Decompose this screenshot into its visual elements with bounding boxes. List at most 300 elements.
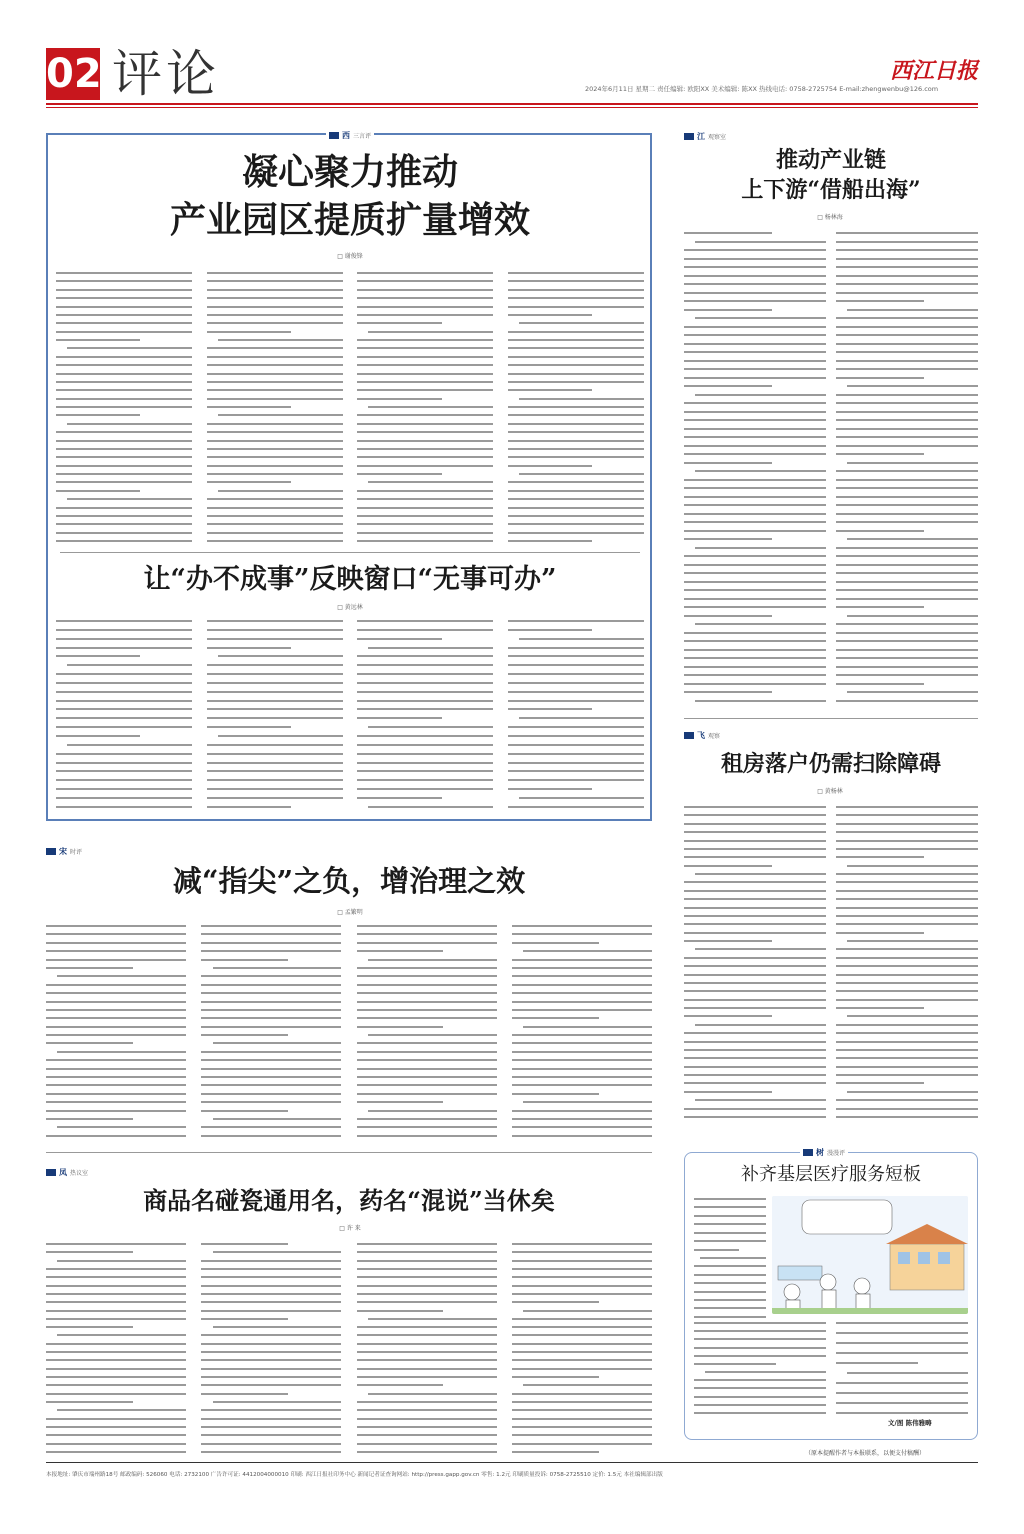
text-line <box>201 1059 341 1061</box>
text-line <box>836 266 978 268</box>
text-line <box>512 1351 652 1353</box>
text-line <box>694 1282 766 1284</box>
text-line <box>357 507 493 509</box>
tag-block-icon <box>46 848 56 855</box>
text-line <box>357 1068 497 1070</box>
text-line <box>836 990 978 992</box>
text-line <box>46 1017 186 1019</box>
text-line <box>836 479 978 481</box>
newspaper-logo: 西江日报 <box>890 58 979 84</box>
text-line <box>508 414 644 416</box>
text-line <box>357 1101 444 1103</box>
text-line <box>512 1393 652 1395</box>
text-line <box>508 620 644 622</box>
right1-byline: □ 杨林海 <box>817 214 843 221</box>
text-line <box>56 540 192 542</box>
text-line <box>836 848 978 850</box>
text-line <box>508 655 644 657</box>
text-line <box>207 389 343 391</box>
text-line <box>836 881 978 883</box>
text-line <box>368 331 493 333</box>
text-line <box>684 865 772 867</box>
text-line <box>207 700 343 702</box>
text-line <box>684 581 826 583</box>
text-line <box>684 632 826 634</box>
text-line <box>694 1396 826 1398</box>
text-line <box>67 347 192 349</box>
text-line <box>357 1260 497 1262</box>
text-line <box>694 1223 766 1225</box>
text-line <box>368 647 493 649</box>
text-line <box>694 1387 826 1389</box>
text-line <box>836 377 924 379</box>
text-line <box>357 423 493 425</box>
text-line <box>207 431 343 433</box>
text-line <box>56 753 192 755</box>
text-line <box>357 967 497 969</box>
text-line <box>523 950 652 952</box>
text-line <box>684 360 826 362</box>
text-line <box>357 532 493 534</box>
text-line <box>684 1057 826 1059</box>
text-line <box>56 647 192 649</box>
text-line <box>357 306 493 308</box>
text-line <box>694 1363 776 1365</box>
text-line <box>56 700 192 702</box>
text-line <box>46 1076 186 1078</box>
body-column <box>694 1322 826 1414</box>
text-line <box>508 314 592 316</box>
masthead-rule-thin <box>46 107 978 108</box>
text-line <box>684 538 772 540</box>
fingertip-column-tag <box>46 846 82 857</box>
text-line <box>836 283 978 285</box>
text-line <box>357 1285 497 1287</box>
text-line <box>519 398 644 400</box>
text-line <box>207 398 343 400</box>
text-line <box>368 806 493 808</box>
text-line <box>46 1401 133 1403</box>
text-line <box>847 538 978 540</box>
text-line <box>836 1392 968 1394</box>
text-line <box>46 1110 186 1112</box>
text-line <box>684 1108 826 1110</box>
text-line <box>684 453 826 455</box>
body-column <box>357 272 493 542</box>
text-line <box>836 1099 978 1101</box>
text-line <box>836 496 978 498</box>
text-line <box>512 1285 652 1287</box>
text-line <box>684 940 772 942</box>
text-line <box>207 788 343 790</box>
text-line <box>512 933 652 935</box>
page-number: 02 <box>46 48 100 100</box>
text-line <box>56 691 192 693</box>
text-line <box>847 309 978 311</box>
tag-label: 热议室 <box>70 1170 89 1177</box>
text-line <box>207 532 343 534</box>
body-column <box>207 620 343 808</box>
text-line <box>207 448 343 450</box>
body-column <box>357 1243 497 1453</box>
text-line <box>57 1260 186 1262</box>
text-line <box>684 249 826 251</box>
text-line <box>512 1343 652 1345</box>
text-line <box>46 1310 186 1312</box>
body-column <box>46 925 186 1137</box>
text-line <box>836 428 978 430</box>
text-line <box>357 992 497 994</box>
text-line <box>207 744 343 746</box>
right2-byline: □ 黄杨林 <box>817 788 843 795</box>
text-line <box>684 890 826 892</box>
text-line <box>357 540 493 542</box>
text-line <box>694 1240 766 1242</box>
text-line <box>201 959 288 961</box>
text-line <box>201 1376 341 1378</box>
text-line <box>56 414 140 416</box>
right2-column-tag <box>684 730 720 741</box>
text-line <box>56 762 192 764</box>
text-line <box>357 1268 497 1270</box>
text-line <box>508 423 644 425</box>
text-line <box>201 925 341 927</box>
text-line <box>508 306 644 308</box>
text-line <box>836 317 978 319</box>
text-line <box>508 481 644 483</box>
text-line <box>836 657 978 659</box>
text-line <box>56 655 140 657</box>
text-line <box>46 942 186 944</box>
text-line <box>357 744 493 746</box>
text-line <box>207 322 343 324</box>
text-line <box>207 423 343 425</box>
text-line <box>46 1418 186 1420</box>
text-line <box>46 959 186 961</box>
text-line <box>207 779 343 781</box>
text-line <box>836 470 978 472</box>
text-line <box>508 779 644 781</box>
text-line <box>357 1276 497 1278</box>
text-line <box>357 1401 497 1403</box>
text-line <box>847 462 978 464</box>
text-line <box>847 1091 978 1093</box>
text-line <box>695 623 826 625</box>
text-line <box>512 1009 652 1011</box>
text-line <box>357 753 493 755</box>
body-column <box>201 1243 341 1453</box>
text-line <box>836 1116 978 1118</box>
text-line <box>684 462 772 464</box>
text-line <box>357 691 493 693</box>
body-column <box>512 925 652 1137</box>
text-line <box>508 297 644 299</box>
text-line <box>512 1093 599 1095</box>
tag-char: 凤 <box>59 1167 67 1177</box>
window-article-byline: □ 黄远林 <box>337 604 363 611</box>
text-line <box>694 1355 826 1357</box>
text-line <box>207 806 291 808</box>
text-line <box>56 306 192 308</box>
text-line <box>46 1293 186 1295</box>
text-line <box>694 1299 766 1301</box>
text-line <box>836 806 978 808</box>
text-line <box>512 1376 599 1378</box>
text-line <box>836 1007 924 1009</box>
text-line <box>508 532 644 534</box>
text-line <box>512 1326 652 1328</box>
text-line <box>684 283 826 285</box>
text-line <box>46 1285 186 1287</box>
text-line <box>207 280 343 282</box>
text-line <box>207 481 291 483</box>
text-line <box>836 530 924 532</box>
right2-body <box>684 806 978 1118</box>
text-line <box>847 865 978 867</box>
text-line <box>684 496 826 498</box>
tag-label: 时评 <box>70 849 83 856</box>
text-line <box>684 513 826 515</box>
text-line <box>836 923 978 925</box>
text-line <box>207 708 343 710</box>
text-line <box>836 814 978 816</box>
text-line <box>836 1108 978 1110</box>
text-line <box>56 406 192 408</box>
body-column <box>46 1243 186 1453</box>
text-line <box>508 490 644 492</box>
text-line <box>46 1135 186 1137</box>
text-line <box>836 572 978 574</box>
text-line <box>508 735 644 737</box>
text-line <box>357 1426 497 1428</box>
text-line <box>357 700 493 702</box>
text-line <box>357 1368 497 1370</box>
masthead-meta: 2024年6月11日 星期二 责任编辑: 欧阳XX 美术编辑: 陈XX 热线电话: 0758-2725754 E-mail:zhengwenbu@126.com <box>585 85 939 93</box>
text-line <box>684 965 826 967</box>
text-line <box>684 428 826 430</box>
text-line <box>695 700 826 702</box>
text-line <box>508 540 592 542</box>
text-line <box>56 331 192 333</box>
text-line <box>684 326 826 328</box>
text-line <box>357 1084 497 1086</box>
text-line <box>684 831 826 833</box>
text-line <box>508 691 644 693</box>
text-line <box>684 657 826 659</box>
cartoon-text-left <box>694 1198 766 1318</box>
text-line <box>56 515 192 517</box>
text-line <box>512 1076 652 1078</box>
text-line <box>46 1351 186 1353</box>
text-line <box>523 1101 652 1103</box>
text-line <box>836 1412 968 1414</box>
body-column <box>836 232 978 702</box>
text-line <box>684 898 826 900</box>
text-line <box>56 797 192 799</box>
text-line <box>836 249 978 251</box>
text-line <box>836 907 978 909</box>
text-line <box>46 1268 186 1270</box>
text-line <box>684 606 826 608</box>
text-line <box>508 364 644 366</box>
text-line <box>512 1042 652 1044</box>
text-line <box>836 1332 968 1334</box>
text-line <box>46 933 186 935</box>
tag-char: 宋 <box>59 846 67 856</box>
text-line <box>836 487 978 489</box>
text-line <box>207 691 343 693</box>
text-line <box>46 1059 186 1061</box>
text-line <box>357 1001 497 1003</box>
text-line <box>357 314 493 316</box>
text-line <box>512 1110 652 1112</box>
text-line <box>357 620 493 622</box>
text-line <box>201 992 341 994</box>
text-line <box>836 394 978 396</box>
text-line <box>207 726 291 728</box>
text-line <box>213 1118 342 1120</box>
text-line <box>836 649 978 651</box>
text-line <box>207 406 291 408</box>
text-line <box>56 735 140 737</box>
text-line <box>357 638 441 640</box>
text-line <box>836 999 978 1001</box>
text-line <box>201 1409 341 1411</box>
text-line <box>57 1334 186 1336</box>
text-line <box>684 1007 826 1009</box>
text-line <box>207 347 343 349</box>
text-line <box>357 1135 497 1137</box>
text-line <box>836 326 978 328</box>
text-line <box>357 1026 444 1028</box>
text-line <box>512 1001 652 1003</box>
text-line <box>357 381 493 383</box>
text-line <box>508 629 592 631</box>
text-line <box>56 481 192 483</box>
text-line <box>684 683 826 685</box>
text-line <box>836 606 924 608</box>
text-line <box>207 297 343 299</box>
text-line <box>695 241 826 243</box>
text-line <box>357 975 497 977</box>
text-line <box>684 555 826 557</box>
text-line <box>684 419 826 421</box>
drugs-title: 商品名碰瓷通用名，药名“混说”当休矣 <box>143 1186 555 1215</box>
text-line <box>508 806 644 808</box>
text-line <box>368 959 497 961</box>
text-line <box>512 975 652 977</box>
text-line <box>56 297 192 299</box>
text-line <box>508 272 644 274</box>
text-line <box>67 664 192 666</box>
text-line <box>201 1351 341 1353</box>
text-line <box>46 1301 186 1303</box>
text-line <box>357 717 441 719</box>
text-line <box>512 1059 652 1061</box>
cartoon-note: （原本提醒作者与本报联系，以便支付稿酬） <box>805 1450 926 1457</box>
tag-label: 漫漫评 <box>827 1150 846 1157</box>
text-line <box>201 1359 341 1361</box>
text-line <box>357 473 441 475</box>
text-line <box>56 289 192 291</box>
text-line <box>694 1291 766 1293</box>
text-line <box>213 967 342 969</box>
masthead-rule <box>46 103 978 105</box>
text-line <box>201 1034 288 1036</box>
text-line <box>836 1057 978 1059</box>
text-line <box>357 1443 497 1445</box>
text-line <box>218 339 343 341</box>
text-line <box>357 465 493 467</box>
text-line <box>207 498 343 500</box>
text-line <box>836 453 924 455</box>
text-line <box>46 1001 186 1003</box>
text-line <box>56 806 192 808</box>
text-line <box>46 1326 133 1328</box>
text-line <box>836 948 978 950</box>
text-line <box>836 932 924 934</box>
text-line <box>836 581 978 583</box>
text-line <box>836 1024 978 1026</box>
text-line <box>508 440 644 442</box>
text-line <box>46 1384 186 1386</box>
text-line <box>207 540 343 542</box>
text-line <box>694 1412 826 1414</box>
text-line <box>512 967 652 969</box>
text-line <box>201 1051 341 1053</box>
text-line <box>46 1393 186 1395</box>
cartoon-illustration <box>772 1196 968 1314</box>
text-line <box>201 1434 341 1436</box>
text-line <box>201 1243 288 1245</box>
text-line <box>694 1274 766 1276</box>
text-line <box>357 735 493 737</box>
text-line <box>684 856 826 858</box>
text-line <box>836 241 978 243</box>
text-line <box>67 744 192 746</box>
text-line <box>684 848 826 850</box>
tag-block-icon <box>46 1169 56 1176</box>
text-line <box>836 334 978 336</box>
text-line <box>508 331 644 333</box>
text-line <box>357 788 493 790</box>
text-line <box>357 1351 497 1353</box>
tag-label: 观察 <box>708 733 721 740</box>
text-line <box>836 521 978 523</box>
text-line <box>357 1059 497 1061</box>
window-article-title: 让“办不成事”反映窗口“无事可办” <box>143 564 557 595</box>
text-line <box>357 523 493 525</box>
text-line <box>700 1257 766 1259</box>
text-line <box>201 1334 341 1336</box>
text-line <box>56 356 192 358</box>
text-line <box>684 1074 826 1076</box>
text-line <box>207 440 343 442</box>
text-line <box>684 1032 826 1034</box>
text-line <box>836 666 978 668</box>
text-line <box>836 275 978 277</box>
text-line <box>695 317 826 319</box>
text-line <box>695 1099 826 1101</box>
text-line <box>836 445 978 447</box>
text-line <box>46 1034 186 1036</box>
text-line <box>357 356 493 358</box>
lead-title-line2: 产业园区提质扩量增效 <box>169 199 530 241</box>
text-line <box>56 682 192 684</box>
text-line <box>46 1426 186 1428</box>
text-line <box>684 445 826 447</box>
right1-title-line1: 推动产业链 <box>775 147 886 173</box>
